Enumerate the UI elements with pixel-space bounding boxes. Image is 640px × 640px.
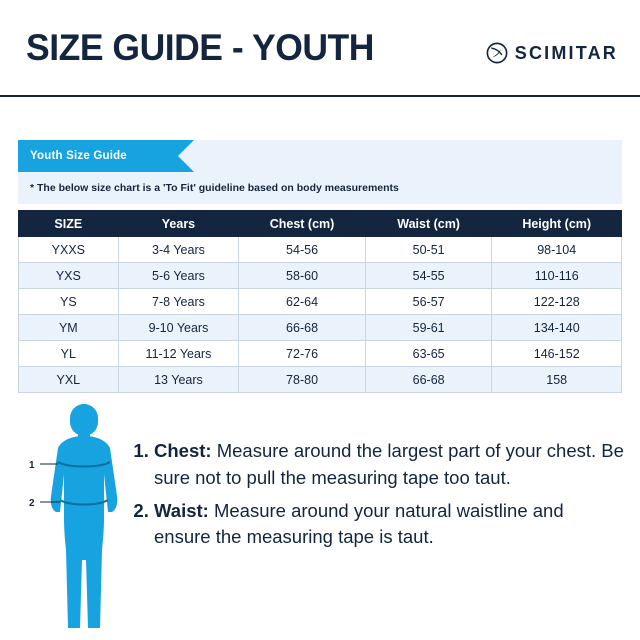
column-header-size: SIZE <box>19 211 119 237</box>
cell-years: 7-8 Years <box>118 289 239 315</box>
cell-years: 3-4 Years <box>118 237 239 263</box>
cell-chest: 54-56 <box>239 237 366 263</box>
cell-years: 11-12 Years <box>118 341 239 367</box>
brand-name: SCIMITAR <box>514 42 618 63</box>
cell-waist: 63-65 <box>365 341 492 367</box>
body-figure <box>18 400 148 635</box>
brand-logo <box>486 42 618 64</box>
cell-size: YXL <box>19 367 119 393</box>
cell-chest: 58-60 <box>239 263 366 289</box>
cell-size: YM <box>19 315 119 341</box>
table-body <box>19 237 622 393</box>
cell-waist: 59-61 <box>365 315 492 341</box>
cell-height: 158 <box>492 367 622 393</box>
column-header-waist: Waist (cm) <box>365 211 492 237</box>
size-chart-table <box>18 210 622 393</box>
cell-height: 134-140 <box>492 315 622 341</box>
size-guide-note <box>18 172 622 204</box>
cell-waist: 50-51 <box>365 237 492 263</box>
table-row <box>19 263 622 289</box>
cell-size: YL <box>19 341 119 367</box>
cell-waist: 66-68 <box>365 367 492 393</box>
size-guide-banner <box>18 140 622 172</box>
cell-years: 13 Years <box>118 367 239 393</box>
cell-chest: 72-76 <box>239 341 366 367</box>
cell-height: 122-128 <box>492 289 622 315</box>
list-item <box>154 498 625 552</box>
cell-years: 9-10 Years <box>118 315 239 341</box>
cell-years: 5-6 Years <box>118 263 239 289</box>
measurement-instructions <box>130 438 625 557</box>
human-body-icon <box>18 400 148 635</box>
table-row <box>19 367 622 393</box>
instruction-text-chest: Measure around the largest part of your chest. Be sure not to pull the measuring tape too taut. <box>154 440 624 488</box>
column-header-chest: Chest (cm) <box>239 211 366 237</box>
cell-height: 98-104 <box>492 237 622 263</box>
page-title: SIZE GUIDE - YOUTH <box>26 27 374 68</box>
cell-size: YXXS <box>19 237 119 263</box>
cell-height: 146-152 <box>492 341 622 367</box>
instruction-list <box>130 438 625 551</box>
cell-chest: 62-64 <box>239 289 366 315</box>
measurement-guide-section <box>0 400 640 640</box>
cell-height: 110-116 <box>492 263 622 289</box>
cell-chest: 66-68 <box>239 315 366 341</box>
cell-waist: 54-55 <box>365 263 492 289</box>
instruction-text-waist: Measure around your natural waistline and ensure the measuring tape is taut. <box>154 499 564 548</box>
scimitar-logo-icon <box>486 42 508 64</box>
instruction-lead-waist: Waist: <box>154 499 209 521</box>
cell-waist: 56-57 <box>365 289 492 315</box>
figure-marker-1: 1 <box>29 460 35 471</box>
table-row <box>19 237 622 263</box>
table-row <box>19 289 622 315</box>
note-text: * The below size chart is a 'To Fit' guideline based on body measurements <box>30 182 399 194</box>
cell-size: YS <box>19 289 119 315</box>
banner-label: Youth Size Guide <box>30 150 127 162</box>
table-header-row <box>19 211 622 237</box>
table-row <box>19 315 622 341</box>
header-divider <box>0 95 640 97</box>
list-item <box>154 438 625 492</box>
table-header <box>19 211 622 237</box>
table-row <box>19 341 622 367</box>
banner-arrow-icon <box>178 140 194 172</box>
column-header-height: Height (cm) <box>492 211 622 237</box>
instruction-lead-chest: Chest: <box>154 440 212 461</box>
cell-chest: 78-80 <box>239 367 366 393</box>
cell-size: YXS <box>19 263 119 289</box>
figure-marker-2: 2 <box>29 498 35 509</box>
column-header-years: Years <box>118 211 239 237</box>
